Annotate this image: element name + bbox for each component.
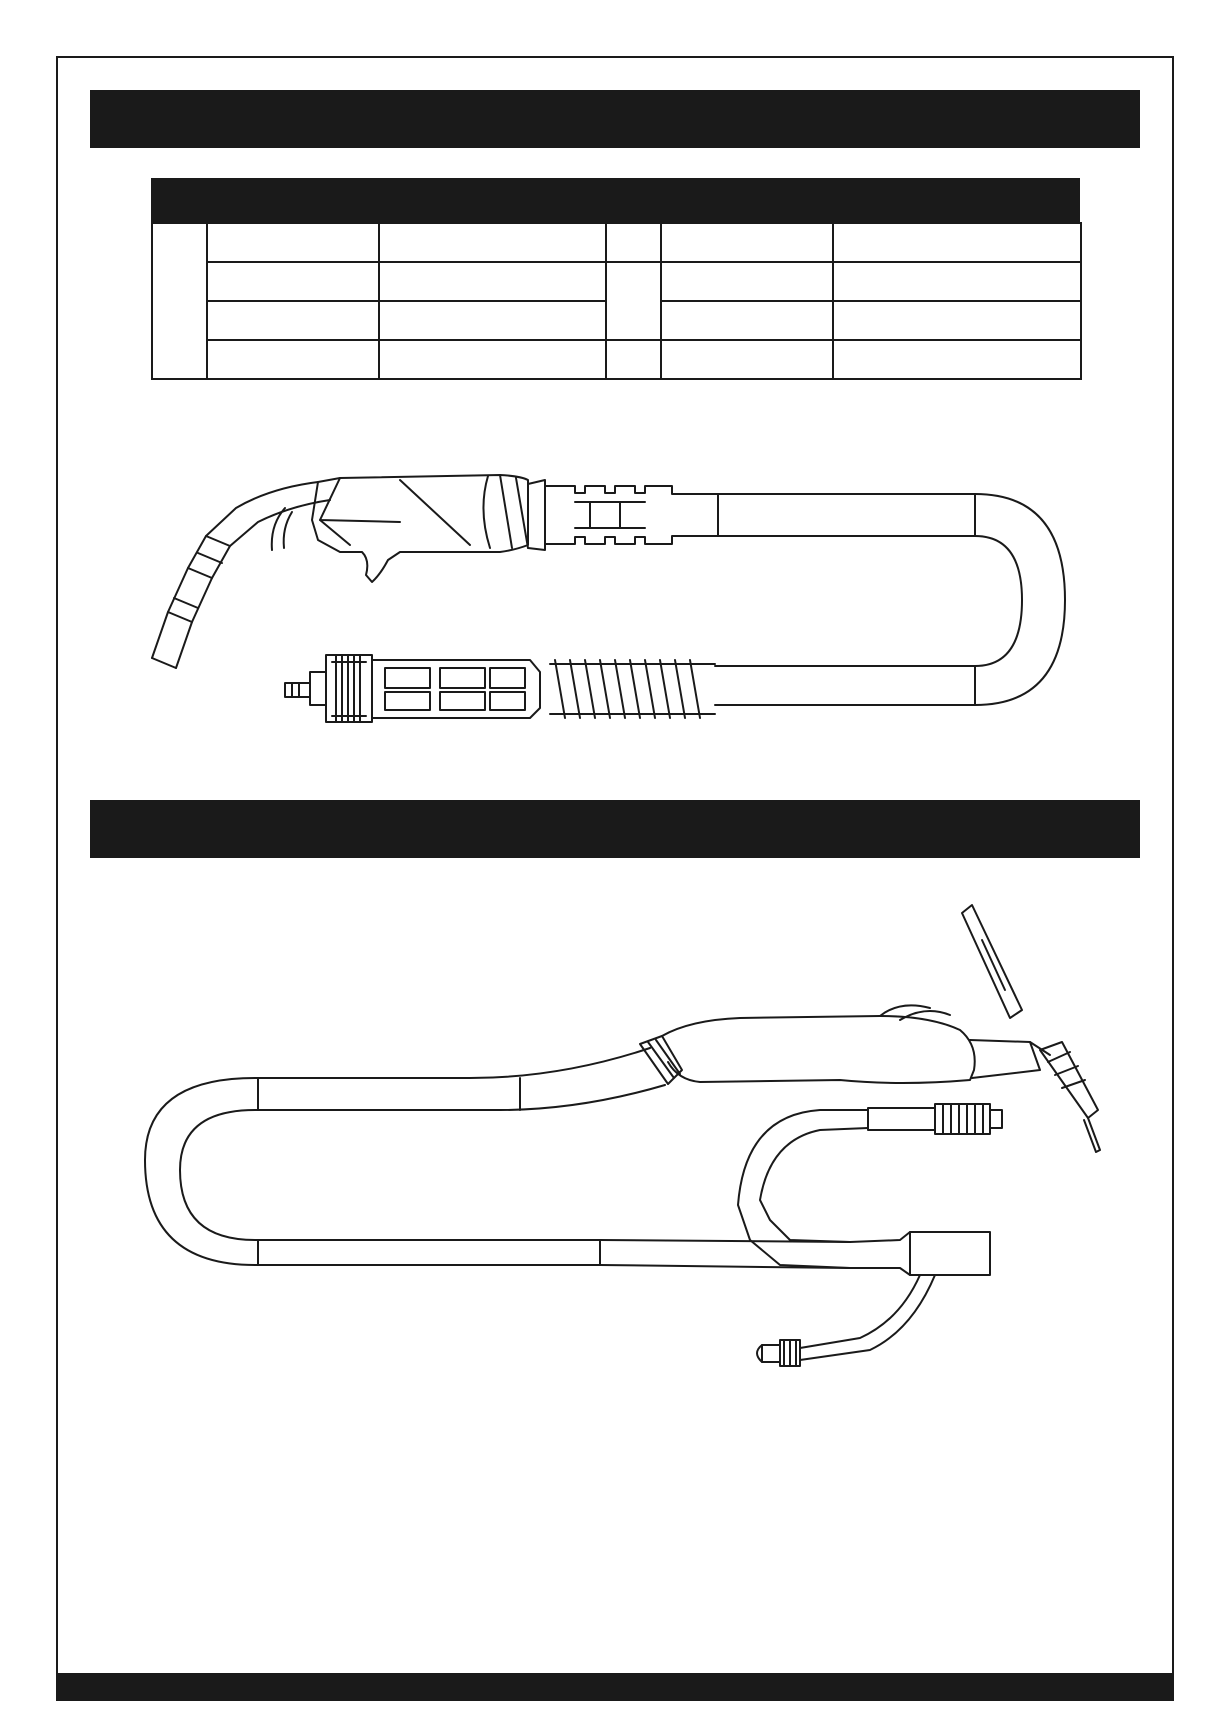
table-cell	[833, 301, 1081, 340]
table-cell	[833, 340, 1081, 379]
table-cell	[661, 340, 833, 379]
table-cell	[207, 301, 379, 340]
spec-table	[151, 222, 1082, 380]
table-cell	[379, 262, 606, 301]
table-cell	[207, 223, 379, 262]
table-cell	[833, 262, 1081, 301]
table-cell	[152, 223, 207, 379]
table-row	[152, 262, 1081, 301]
table-cell	[207, 262, 379, 301]
table-cell	[661, 223, 833, 262]
spring-coils	[550, 660, 715, 718]
footer-bar	[56, 1673, 1174, 1701]
table-cell	[606, 262, 661, 340]
section-2-header	[90, 800, 1140, 858]
table-cell	[379, 301, 606, 340]
mig-welding-torch-icon	[140, 460, 1100, 750]
table-cell	[833, 223, 1081, 262]
table-cell	[379, 223, 606, 262]
tig-welding-torch-icon	[140, 895, 1120, 1395]
table-row	[152, 223, 1081, 262]
table-cell	[606, 223, 661, 262]
table-cell	[661, 262, 833, 301]
table-row	[152, 340, 1081, 379]
table-cell	[606, 340, 661, 379]
table-cell	[207, 340, 379, 379]
section-1-header	[90, 90, 1140, 148]
table-cell	[379, 340, 606, 379]
table-cell	[661, 301, 833, 340]
spec-table-header	[151, 178, 1080, 222]
